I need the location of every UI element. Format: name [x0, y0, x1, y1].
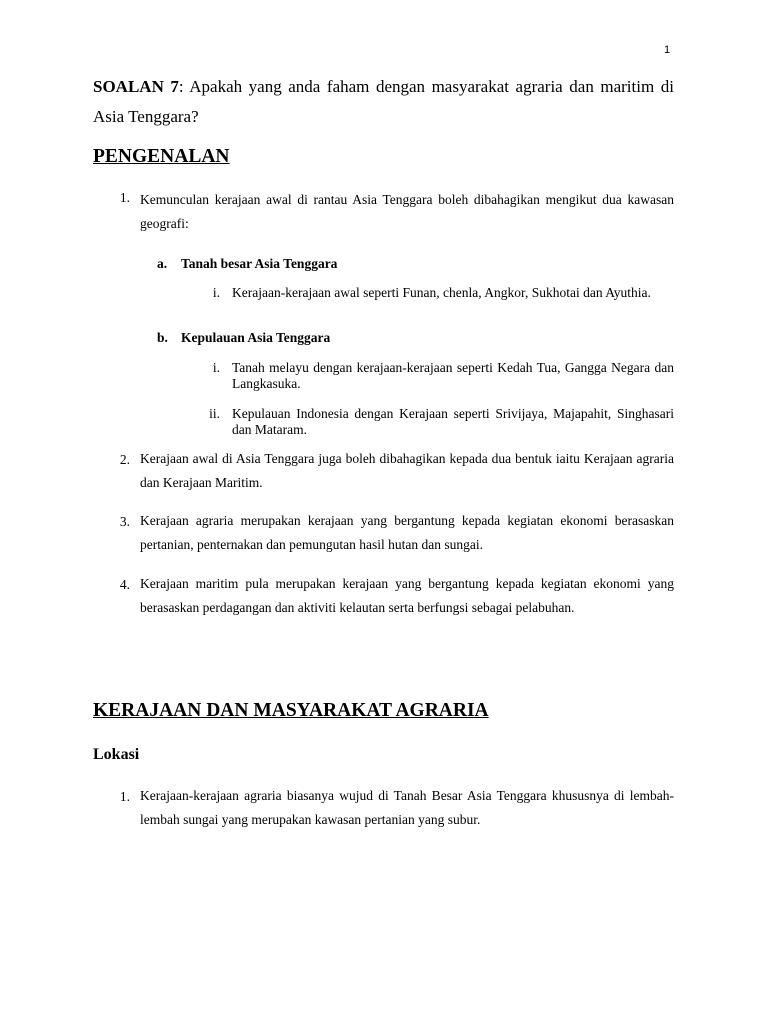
agraria-item-text: Kerajaan-kerajaan agraria biasanya wujud di Tanah Besar Asia Tenggara khususnya di lembah-lembah sungai yang merupakan kawasan pertanian yang subur.	[140, 788, 674, 827]
sub-a-item-number: i.	[212, 285, 220, 300]
sub-b-title: Kepulauan Asia Tenggara	[181, 330, 331, 345]
sub-b-item-text: Kepulauan Indonesia dengan Kerajaan seperti Srivijaya, Majapahit, Singhasari dan Mataram.	[232, 406, 674, 437]
sub-a-label: a.	[157, 256, 168, 271]
intro-item-number: 1.	[119, 190, 130, 205]
intro-item-text: Kerajaan agraria merupakan kerajaan yang bergantung kepada kegiatan ekonomi berasaskan pertanian, penternakan dan pemungutan hasil hutan dan sungai.	[140, 513, 674, 552]
intro-item-text: Kerajaan awal di Asia Tenggara juga boleh dibahagikan kepada dua bentuk iaitu Kerajaan agraria dan Kerajaan Maritim.	[140, 451, 674, 490]
question-text: : Apakah yang anda faham dengan masyarakat agraria dan maritim di Asia Tenggara?	[93, 77, 674, 126]
intro-item-number: 4.	[119, 577, 130, 592]
page-number: 1	[664, 44, 671, 56]
agraria-heading: KERAJAAN DAN MASYARAKAT AGRARIA	[93, 700, 489, 721]
sub-a-item-text: Kerajaan-kerajaan awal seperti Funan, chenla, Angkor, Sukhotai dan Ayuthia.	[232, 285, 651, 300]
sub-b-label: b.	[157, 330, 168, 345]
question-paragraph	[93, 72, 674, 132]
intro-item-text: Kerajaan maritim pula merupakan kerajaan yang bergantung kepada kegiatan ekonomi yang berasaskan perdagangan dan aktiviti kelautan serta berfungsi sebagai pelabuhan.	[140, 576, 674, 615]
agraria-item-number: 1.	[119, 789, 130, 804]
location-subheading: Lokasi	[93, 746, 140, 763]
intro-heading: PENGENALAN	[93, 146, 230, 167]
intro-item-text: Kemunculan kerajaan awal di rantau Asia Tenggara boleh dibahagikan mengikut dua kawasan geografi:	[140, 192, 674, 231]
intro-item-number: 2.	[119, 452, 130, 467]
sub-b-item-number: i.	[212, 360, 220, 375]
sub-a-title: Tanah besar Asia Tenggara	[181, 256, 338, 271]
sub-b-item-text: Tanah melayu dengan kerajaan-kerajaan seperti Kedah Tua, Gangga Negara dan Langkasuka.	[232, 360, 674, 391]
intro-item-number: 3.	[119, 514, 130, 529]
sub-b-item-number: ii.	[209, 406, 220, 421]
question-label: SOALAN 7	[93, 77, 179, 96]
